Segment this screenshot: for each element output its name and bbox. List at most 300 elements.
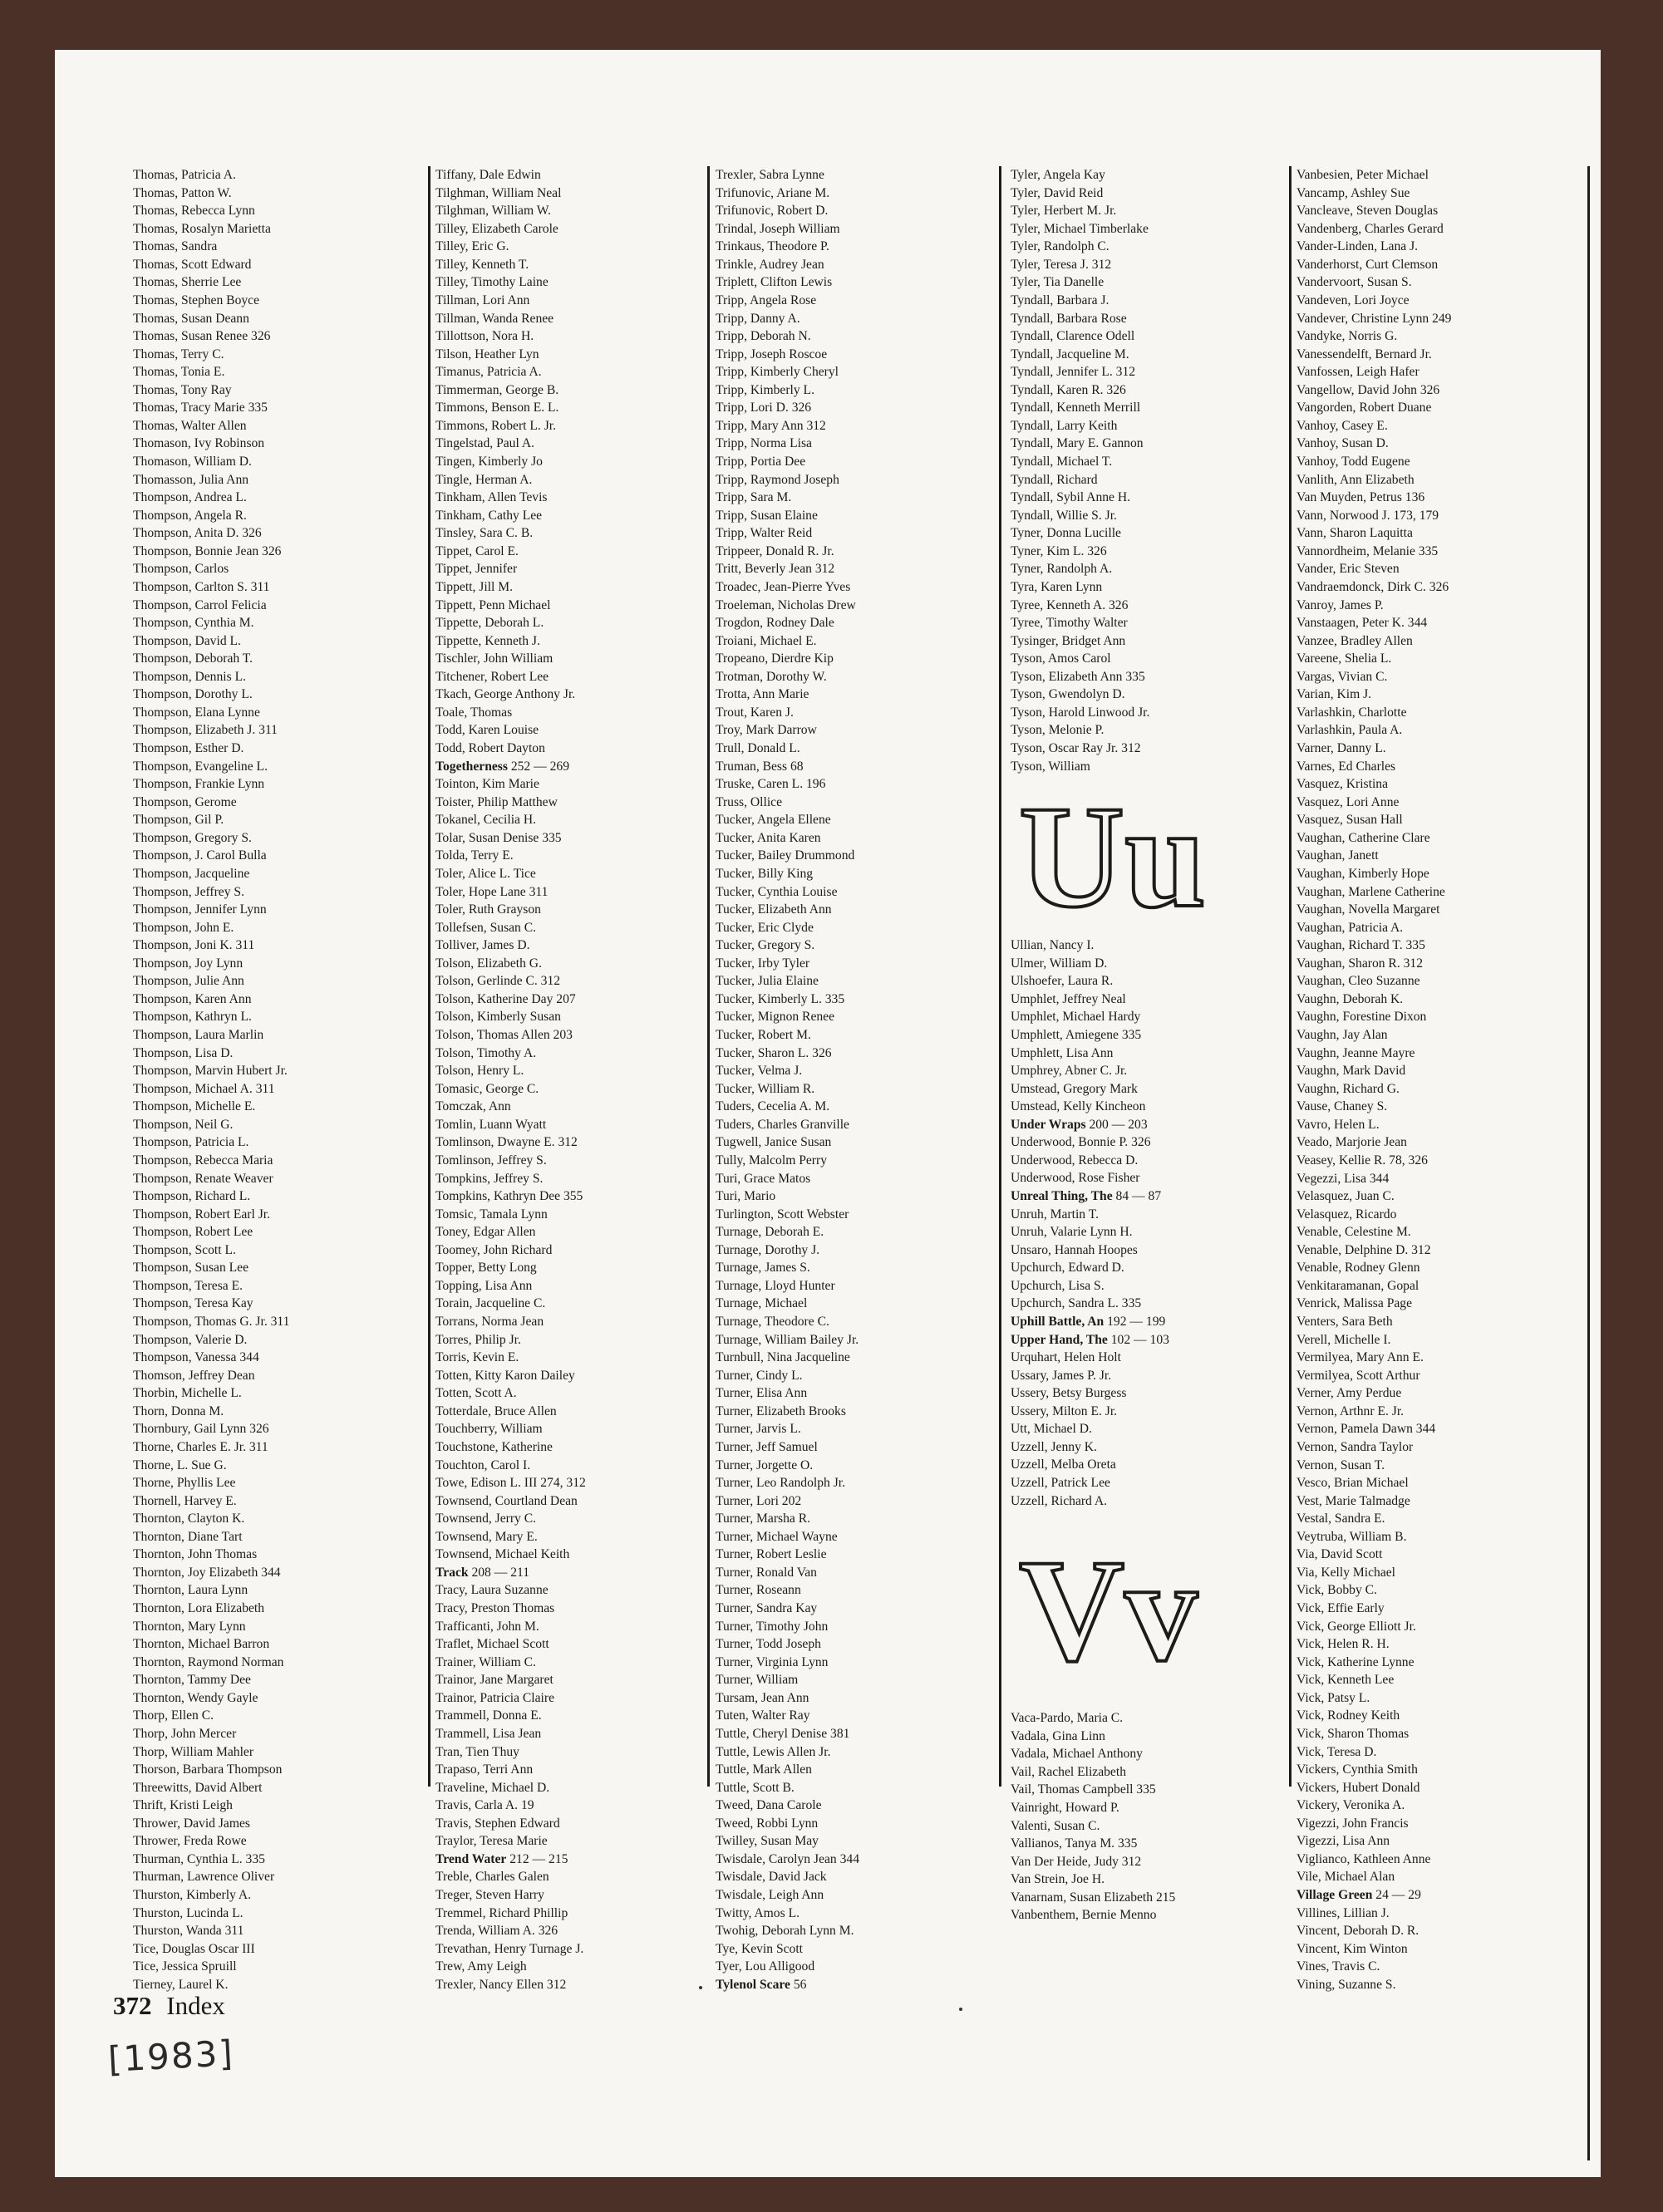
page-range: 200 — 203	[1085, 1117, 1148, 1132]
index-entry: Vaughan, Janett	[1296, 848, 1379, 863]
index-entry: Vanroy, James P.	[1296, 597, 1384, 612]
letter-v-graphic	[1019, 1543, 1235, 1676]
index-entry: Trainor, Patricia Claire	[435, 1690, 555, 1705]
index-entry: Tingelstad, Paul A.	[435, 436, 534, 451]
index-entry: Tillman, Wanda Renee	[435, 311, 554, 326]
index-entry: Turnage, Deborah E.	[716, 1225, 824, 1240]
index-entry: Trifunovic, Ariane M.	[716, 185, 830, 200]
index-entry: Thurman, Lawrence Oliver	[133, 1870, 275, 1885]
index-entry	[716, 1976, 859, 1994]
index-entry: Urquhart, Helen Holt	[1011, 1350, 1121, 1365]
index-entry: Vanessendelft, Bernard Jr.	[1296, 347, 1432, 361]
index-entry: Underwood, Rebecca D.	[1011, 1153, 1139, 1167]
index-entry: Timmons, Robert L. Jr.	[435, 418, 556, 433]
index-entry: Tippett, Jill M.	[435, 579, 514, 594]
index-entry: Touchstone, Katherine	[435, 1439, 553, 1454]
index-entry: Verell, Michelle I.	[1296, 1332, 1391, 1347]
index-entry: Thorne, Phyllis Lee	[133, 1476, 236, 1491]
index-entry: Uzzell, Melba Oreta	[1011, 1457, 1116, 1472]
index-entry: Vanbenthem, Bernie Menno	[1011, 1908, 1157, 1923]
index-entry: Tysinger, Bridget Ann	[1011, 633, 1126, 648]
index-entry: Verner, Amy Perdue	[1296, 1386, 1402, 1401]
page-range: 56	[790, 1977, 807, 1992]
index-entry: Thompson, Carlton S. 311	[133, 579, 270, 594]
index-entry: Thompson, Vanessa 344	[133, 1350, 259, 1365]
index-entry: Townsend, Michael Keith	[435, 1547, 570, 1562]
index-entry: Thomason, William D.	[133, 455, 252, 469]
column-divider	[999, 166, 1001, 1787]
index-entry: Tracy, Preston Thomas	[435, 1601, 555, 1615]
index-entry: Truman, Bess 68	[716, 759, 804, 774]
index-entry: Thorson, Barbara Thompson	[133, 1762, 283, 1777]
index-entry: Thomas, Scott Edward	[133, 257, 252, 272]
index-entry: Trexler, Nancy Ellen 312	[435, 1977, 567, 1992]
index-entry: Tyson, Oscar Ray Jr. 312	[1011, 741, 1141, 755]
index-entry: Vander-Linden, Lana J.	[1296, 239, 1419, 254]
index-entry: Tyree, Kenneth A. 326	[1011, 597, 1129, 612]
index-entry: Turner, Virginia Lynn	[716, 1654, 829, 1669]
index-entry: Thomas, Tracy Marie 335	[133, 401, 268, 415]
index-entry: Tyson, Elizabeth Ann 335	[1011, 669, 1145, 684]
index-entry: Turnage, Theodore C.	[716, 1315, 829, 1329]
index-entry: Trinkle, Audrey Jean	[716, 257, 824, 272]
index-entry: Tolson, Gerlinde C. 312	[435, 974, 561, 989]
index-entry: Tompkins, Kathryn Dee 355	[435, 1189, 583, 1204]
index-entry: Thomas, Susan Deann	[133, 311, 249, 326]
index-entry: Tilghman, William W.	[435, 204, 551, 219]
svg-text:Vv: Vv	[1019, 1543, 1198, 1677]
index-entry: Thompson, Elizabeth J. 311	[133, 723, 278, 738]
index-entry: Tolliver, James D.	[435, 938, 530, 953]
index-entry: Thompson, Andrea L.	[133, 490, 247, 505]
index-entry: Velasquez, Juan C.	[1296, 1189, 1395, 1204]
index-entry: Thomas, Stephen Boyce	[133, 292, 260, 307]
index-entry: Thompson, Evangeline L.	[133, 759, 268, 774]
index-entry: Troiani, Michael E.	[716, 633, 817, 648]
index-entry: Twohig, Deborah Lynn M.	[716, 1924, 854, 1939]
index-entry: Tucker, Elizabeth Ann	[716, 902, 832, 917]
index-entry: Tyler, Angela Kay	[1011, 168, 1105, 182]
index-entry: Turnage, Lloyd Hunter	[716, 1278, 835, 1293]
index-entry: Thrift, Kristi Leigh	[133, 1798, 233, 1813]
index-page	[55, 50, 1601, 2177]
index-column-5	[1296, 166, 1451, 1993]
index-entry: Vaughan, Novella Margaret	[1296, 902, 1440, 917]
index-entry: Turi, Mario	[716, 1189, 776, 1204]
index-entry: Thompson, David L.	[133, 633, 241, 648]
index-entry: Vaughn, Mark David	[1296, 1064, 1406, 1079]
index-entry: Tilson, Heather Lyn	[435, 347, 539, 361]
index-entry: Tucker, Billy King	[716, 866, 814, 881]
index-entry: Vaughan, Marlene Catherine	[1296, 884, 1445, 899]
index-entry: Touchton, Carol I.	[435, 1457, 531, 1472]
index-entry: Vick, Sharon Thomas	[1296, 1726, 1410, 1741]
index-entry: Thompson, Carlos	[133, 562, 229, 577]
index-entry: Turner, Jarvis L.	[716, 1422, 801, 1437]
index-entry: Vandever, Christine Lynn 249	[1296, 311, 1452, 326]
index-entry: Twisdale, David Jack	[716, 1870, 827, 1885]
index-entry: Unruh, Martin T.	[1011, 1207, 1099, 1222]
index-entry: Umphlet, Jeffrey Neal	[1011, 991, 1126, 1006]
page-number: 372	[113, 1991, 152, 2020]
index-entry: Tollefsen, Susan C.	[435, 920, 537, 935]
index-entry: Varnes, Ed Charles	[1296, 759, 1396, 774]
index-entry: Tremmel, Richard Phillip	[435, 1905, 568, 1920]
index-entry: Vause, Chaney S.	[1296, 1099, 1388, 1114]
index-entry: Uzzell, Richard A.	[1011, 1493, 1108, 1508]
index-entry: Tkach, George Anthony Jr.	[435, 687, 576, 702]
index-entry: Thornton, John Thomas	[133, 1547, 258, 1562]
index-entry: Tuttle, Mark Allen	[716, 1762, 812, 1777]
index-entry: Upchurch, Sandra L. 335	[1011, 1296, 1142, 1311]
index-entry: Tyndall, Barbara Rose	[1011, 311, 1127, 326]
section-title: Village Green	[1296, 1888, 1373, 1902]
index-entry: Tippet, Jennifer	[435, 562, 518, 577]
index-entry: Tucker, Velma J.	[716, 1064, 803, 1079]
index-entry: Trafficanti, John M.	[435, 1619, 539, 1634]
index-entry: Tilley, Elizabeth Carole	[435, 221, 558, 236]
index-entry: Vining, Suzanne S.	[1296, 1977, 1396, 1992]
section-label: Index	[166, 1991, 225, 2020]
index-entry: Twisdale, Carolyn Jean 344	[716, 1851, 860, 1866]
index-entry: Ullian, Nancy I.	[1011, 938, 1095, 953]
section-title: Under Wraps	[1011, 1117, 1086, 1132]
index-entry: Vernon, Susan T.	[1296, 1457, 1385, 1472]
index-entry: Vermilyea, Scott Arthur	[1296, 1368, 1420, 1383]
index-entry: Tuttle, Scott B.	[716, 1780, 795, 1795]
index-entry: Umphlett, Lisa Ann	[1011, 1045, 1114, 1060]
index-entry: Townsend, Courtland Dean	[435, 1493, 578, 1508]
index-entry: Turner, Robert Leslie	[716, 1547, 827, 1562]
index-entry: Vick, Kenneth Lee	[1296, 1673, 1395, 1688]
index-entry: Tripp, Deborah N.	[716, 329, 811, 344]
index-entry: Tyner, Donna Lucille	[1011, 526, 1121, 541]
index-entry: Vick, Patsy L.	[1296, 1690, 1370, 1705]
section-title: Upper Hand, The	[1011, 1332, 1108, 1347]
index-entry: Tyson, William	[1011, 759, 1090, 774]
index-entry: Tyndall, Michael T.	[1011, 455, 1113, 469]
index-column-3	[716, 166, 859, 1993]
index-entry: Vann, Sharon Laquitta	[1296, 526, 1413, 541]
index-entry: Thompson, Jeffrey S.	[133, 884, 244, 899]
index-entry: Trull, Donald L.	[716, 741, 800, 755]
index-entry: Thomas, Patton W.	[133, 185, 232, 200]
index-entry: Umstead, Kelly Kincheon	[1011, 1099, 1146, 1114]
index-entry: Tyson, Harold Linwood Jr.	[1011, 705, 1150, 720]
index-entry: Vaca-Pardo, Maria C.	[1011, 1711, 1124, 1726]
index-entry: Underwood, Rose Fisher	[1011, 1171, 1140, 1186]
index-entry: Trainor, Jane Margaret	[435, 1673, 554, 1688]
index-entry: Thorbin, Michelle L.	[133, 1386, 242, 1401]
index-entry: Thomas, Patricia A.	[133, 168, 236, 182]
index-entry: Tyler, Tia Danelle	[1011, 275, 1105, 290]
index-entry: Velasquez, Ricardo	[1296, 1207, 1397, 1222]
column-divider	[1289, 166, 1292, 1787]
index-entry: Trenda, William A. 326	[435, 1924, 558, 1939]
index-entry: Vick, Bobby C.	[1296, 1583, 1377, 1598]
index-entry: Totterdale, Bruce Allen	[435, 1403, 557, 1418]
index-entry: Vanstaagen, Peter K. 344	[1296, 616, 1428, 631]
index-entry: Thompson, Valerie D.	[133, 1332, 248, 1347]
index-entry: Upchurch, Edward D.	[1011, 1261, 1124, 1276]
index-entry: Thompson, Jennifer Lynn	[133, 902, 267, 917]
index-entry: Thompson, Esther D.	[133, 741, 244, 755]
index-entry: Vick, Teresa D.	[1296, 1744, 1377, 1759]
index-entry: Twilley, Susan May	[716, 1834, 819, 1849]
index-entry: Toale, Thomas	[435, 705, 513, 720]
index-entry: Venrick, Malissa Page	[1296, 1296, 1413, 1311]
index-entry: Tripp, Mary Ann 312	[716, 418, 826, 433]
svg-text:Uu: Uu	[1019, 789, 1206, 923]
index-entry: Traveline, Michael D.	[435, 1780, 550, 1795]
index-entry: Vaughan, Cleo Suzanne	[1296, 974, 1420, 989]
index-entry: Villines, Lillian J.	[1296, 1905, 1390, 1920]
index-entry: Tyndall, Willie S. Jr.	[1011, 508, 1117, 523]
index-entry: Trotta, Ann Marie	[716, 687, 809, 702]
index-entry	[1011, 1187, 1235, 1206]
index-entry: Tyson, Amos Carol	[1011, 651, 1111, 666]
index-entry: Vaughan, Richard T. 335	[1296, 938, 1425, 953]
section-title: Togetherness	[435, 759, 508, 774]
index-entry: Venable, Delphine D. 312	[1296, 1242, 1431, 1257]
index-entry: Tucker, Julia Elaine	[716, 974, 819, 989]
index-entry: Thompson, Gil P.	[133, 813, 224, 828]
index-entry: Trammell, Donna E.	[435, 1708, 542, 1723]
index-entry: Tweed, Dana Carole	[716, 1798, 822, 1813]
index-entry: Tinsley, Sara C. B.	[435, 526, 534, 541]
index-entry: Thompson, Scott L.	[133, 1242, 236, 1257]
index-entry: Thompson, J. Carol Bulla	[133, 848, 267, 863]
index-entry: Tripp, Joseph Roscoe	[716, 347, 828, 361]
index-entry: Tomczak, Ann	[435, 1099, 511, 1114]
index-entry: Thrower, David James	[133, 1816, 250, 1831]
page-range: 84 — 87	[1112, 1189, 1162, 1203]
index-entry: Tillottson, Nora H.	[435, 329, 534, 344]
index-entry: Tripp, Susan Elaine	[716, 508, 818, 523]
index-entry: Tyndall, Richard	[1011, 472, 1098, 487]
index-entry: Upchurch, Lisa S.	[1011, 1278, 1105, 1293]
index-entry: Venters, Sara Beth	[1296, 1315, 1393, 1329]
index-entry: Vareene, Shelia L.	[1296, 651, 1392, 666]
index-entry: Vander, Eric Steven	[1296, 562, 1400, 577]
index-entry: Vick, Katherine Lynne	[1296, 1654, 1415, 1669]
index-entry: Thompson, Neil G.	[133, 1117, 234, 1132]
index-entry: Vigezzi, John Francis	[1296, 1816, 1409, 1831]
index-entry: Thompson, John E.	[133, 920, 234, 935]
index-entry: Tripp, Sara M.	[716, 490, 792, 505]
index-entry: Thompson, Cynthia M.	[133, 616, 254, 631]
index-entry: Veasey, Kellie R. 78, 326	[1296, 1153, 1428, 1167]
index-entry: Thompson, Joni K. 311	[133, 938, 255, 953]
page-range: 192 — 199	[1104, 1314, 1166, 1329]
index-entry: Vasquez, Lori Anne	[1296, 794, 1400, 809]
index-entry: Turnage, Michael	[716, 1296, 808, 1311]
page-footer	[113, 1991, 225, 2021]
index-entry: Tyner, Kim L. 326	[1011, 543, 1107, 558]
index-entry: Tripp, Norma Lisa	[716, 436, 812, 451]
index-entry: Tuttle, Cheryl Denise 381	[716, 1726, 850, 1741]
index-entry: Timmerman, George B.	[435, 382, 559, 397]
index-entry: Thorne, Charles E. Jr. 311	[133, 1439, 268, 1454]
index-entry: Torain, Jacqueline C.	[435, 1296, 546, 1311]
index-entry: Vernon, Pamela Dawn 344	[1296, 1422, 1436, 1437]
index-entry: Tyndall, Clarence Odell	[1011, 329, 1135, 344]
index-entry: Thornton, Joy Elizabeth 344	[133, 1565, 281, 1580]
section-title: Uphill Battle, An	[1011, 1314, 1105, 1329]
index-entry: Tripp, Kimberly Cheryl	[716, 365, 839, 380]
index-entry: Tripp, Kimberly L.	[716, 382, 814, 397]
index-entry: Tripp, Danny A.	[716, 311, 800, 326]
index-entry: Tyra, Karen Lynn	[1011, 579, 1103, 594]
section-title: Track	[435, 1565, 469, 1580]
index-entry: Viglianco, Kathleen Anne	[1296, 1851, 1431, 1866]
index-entry: Totten, Kitty Karon Dailey	[435, 1368, 575, 1383]
index-entry: Townsend, Jerry C.	[435, 1512, 537, 1526]
index-entry: Tyndall, Mary E. Gannon	[1011, 436, 1144, 451]
index-entry: Vincent, Deborah D. R.	[1296, 1924, 1419, 1939]
index-entry: Venable, Rodney Glenn	[1296, 1261, 1420, 1276]
index-entry: Vavro, Helen L.	[1296, 1117, 1380, 1132]
index-entry: Tucker, Bailey Drummond	[716, 848, 855, 863]
index-entry: Troadec, Jean-Pierre Yves	[716, 579, 851, 594]
index-entry: Tomasic, George C.	[435, 1081, 539, 1096]
index-entry: Tyndall, Jennifer L. 312	[1011, 365, 1136, 380]
index-entry: Tyler, Randolph C.	[1011, 239, 1109, 254]
index-entry: Thompson, Joy Lynn	[133, 956, 244, 971]
index-entry: Tyndall, Sybil Anne H.	[1011, 490, 1131, 505]
index-entry: Thompson, Rebecca Maria	[133, 1153, 273, 1167]
index-entry: Tilghman, William Neal	[435, 185, 562, 200]
index-entry: Ussary, James P. Jr.	[1011, 1368, 1112, 1383]
index-entry: Totten, Scott A.	[435, 1386, 517, 1401]
index-entry: Umphrey, Abner C. Jr.	[1011, 1064, 1128, 1079]
index-entry: Thompson, Michael A. 311	[133, 1081, 275, 1096]
column-divider	[707, 166, 710, 1787]
index-entry: Thurston, Lucinda L.	[133, 1905, 244, 1920]
index-entry: Vernon, Sandra Taylor	[1296, 1439, 1414, 1454]
index-entry: Trainer, William C.	[435, 1654, 536, 1669]
index-entry: Vaughn, Jay Alan	[1296, 1028, 1388, 1042]
letter-heading-v	[1011, 1510, 1235, 1709]
index-entry: Vanhoy, Todd Eugene	[1296, 455, 1410, 469]
index-entry: Thomas, Walter Allen	[133, 418, 247, 433]
index-entry: Tingle, Herman A.	[435, 472, 533, 487]
index-entry: Turner, Jeff Samuel	[716, 1439, 818, 1454]
index-entry: Tierney, Laurel K.	[133, 1977, 229, 1992]
index-entry: Van Muyden, Petrus 136	[1296, 490, 1425, 505]
index-entry: Tomsic, Tamala Lynn	[435, 1207, 548, 1222]
index-entry: Thorne, L. Sue G.	[133, 1457, 227, 1472]
index-entry: Tyndall, Larry Keith	[1011, 418, 1118, 433]
index-entry: Turner, Sandra Kay	[716, 1601, 818, 1615]
index-entry: Thomson, Jeffrey Dean	[133, 1368, 255, 1383]
index-entry: Tippette, Kenneth J.	[435, 633, 540, 648]
index-entry: Treble, Charles Galen	[435, 1870, 549, 1885]
index-entry: Tolson, Thomas Allen 203	[435, 1028, 573, 1042]
index-entry: Thompson, Angela R.	[133, 508, 247, 523]
index-entry: Thompson, Dorothy L.	[133, 687, 253, 702]
index-column-1	[133, 166, 289, 1993]
index-entry: Thomas, Sandra	[133, 239, 218, 254]
index-entry: Vanderhorst, Curt Clemson	[1296, 257, 1439, 272]
index-entry: Vargas, Vivian C.	[1296, 669, 1388, 684]
index-entry: Tuders, Cecelia A. M.	[716, 1099, 830, 1114]
index-entry: Thorp, John Mercer	[133, 1726, 237, 1741]
index-entry: Thornbury, Gail Lynn 326	[133, 1422, 269, 1437]
index-entry: Tilley, Kenneth T.	[435, 257, 529, 272]
index-entry: Trinkaus, Theodore P.	[716, 239, 829, 254]
index-entry: Tomlinson, Jeffrey S.	[435, 1153, 547, 1167]
index-entry: Truss, Ollice	[716, 794, 783, 809]
section-title: Tylenol Scare	[716, 1977, 790, 1992]
index-entry: Vestal, Sandra E.	[1296, 1512, 1385, 1526]
index-entry: Traflet, Michael Scott	[435, 1637, 549, 1652]
index-entry: Tracy, Laura Suzanne	[435, 1583, 549, 1598]
index-entry: Varlashkin, Paula A.	[1296, 723, 1403, 738]
index-entry: Tompkins, Jeffrey S.	[435, 1171, 544, 1186]
index-entry: Trexler, Sabra Lynne	[716, 168, 824, 182]
index-entry: Thompson, Richard L.	[133, 1189, 251, 1204]
index-entry: Thomas, Tonia E.	[133, 365, 225, 380]
index-entry: Vernon, Arthnr E. Jr.	[1296, 1403, 1405, 1418]
index-entry: Vann, Norwood J. 173, 179	[1296, 508, 1439, 523]
index-entry: Triplett, Clifton Lewis	[716, 275, 833, 290]
index-entry: Vangellow, David John 326	[1296, 382, 1440, 397]
index-entry: Venkitaramanan, Gopal	[1296, 1278, 1419, 1293]
index-entry: Vick, Rodney Keith	[1296, 1708, 1400, 1723]
index-entry: Vick, Helen R. H.	[1296, 1637, 1390, 1652]
index-entry: Thompson, Jacqueline	[133, 866, 250, 881]
index-entry: Umphlet, Michael Hardy	[1011, 1010, 1141, 1025]
index-entry	[1011, 1313, 1235, 1331]
index-entry: Vanarnam, Susan Elizabeth 215	[1011, 1890, 1176, 1905]
index-entry: Turnage, James S.	[716, 1261, 810, 1276]
index-entry: Umphlett, Amiegene 335	[1011, 1027, 1142, 1042]
index-entry: Toister, Philip Matthew	[435, 794, 558, 809]
index-entry: Tritt, Beverly Jean 312	[716, 562, 835, 577]
index-entry: Thompson, Renate Weaver	[133, 1171, 273, 1186]
index-entry: Tomlinson, Dwayne E. 312	[435, 1135, 578, 1150]
index-entry: Thorn, Donna M.	[133, 1403, 224, 1418]
index-entry: Thompson, Patricia L.	[133, 1135, 249, 1150]
index-entry: Thrower, Freda Rowe	[133, 1834, 247, 1849]
index-entry: Troy, Mark Darrow	[716, 723, 817, 738]
index-entry: Touchberry, William	[435, 1422, 543, 1437]
index-entry: Tyndall, Kenneth Merrill	[1011, 401, 1141, 415]
index-entry: Timmons, Benson E. L.	[435, 401, 559, 415]
index-entry: Venable, Celestine M.	[1296, 1225, 1411, 1240]
index-entry: Tyler, Herbert M. Jr.	[1011, 204, 1117, 219]
index-entry: Tyree, Timothy Walter	[1011, 616, 1128, 631]
index-entry: Trapaso, Terri Ann	[435, 1762, 534, 1777]
index-entry: Thornton, Laura Lynn	[133, 1583, 248, 1598]
index-entry: Ussery, Milton E. Jr.	[1011, 1403, 1118, 1418]
index-entry: Thompson, Deborah T.	[133, 651, 253, 666]
index-entry: Tyndall, Karen R. 326	[1011, 382, 1126, 397]
index-entry: Thompson, Laura Marlin	[133, 1028, 264, 1042]
index-entry: Torres, Philip Jr.	[435, 1332, 521, 1347]
index-entry: Turnage, Dorothy J.	[716, 1242, 820, 1257]
index-entry: Thompson, Teresa Kay	[133, 1296, 253, 1311]
index-entry: Thompson, Dennis L.	[133, 669, 247, 684]
column-divider	[1587, 166, 1590, 2160]
index-entry: Vanhoy, Susan D.	[1296, 436, 1389, 451]
index-entry: Tripp, Walter Reid	[716, 526, 813, 541]
index-entry: Travis, Carla A. 19	[435, 1798, 534, 1813]
index-entry: Towe, Edison L. III 274, 312	[435, 1476, 586, 1491]
index-entry: Tursam, Jean Ann	[716, 1690, 809, 1705]
index-entry: Vile, Michael Alan	[1296, 1870, 1395, 1885]
